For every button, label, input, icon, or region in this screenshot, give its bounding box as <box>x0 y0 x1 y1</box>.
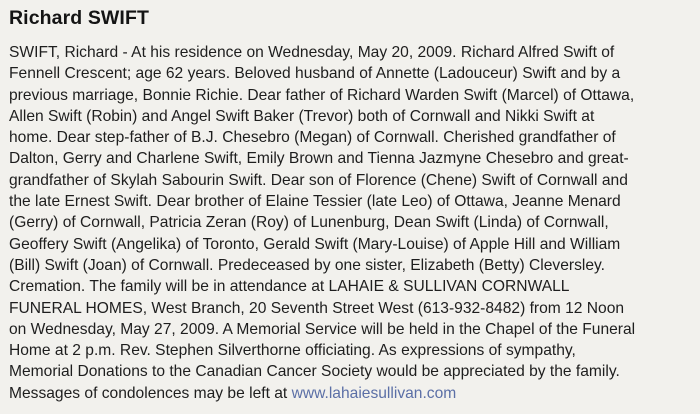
body-line: on Wednesday, May 27, 2009. A Memorial Service will be held in the Chapel of the Funeral <box>9 320 636 338</box>
condolences-text: Messages of condolences may be left at <box>9 384 292 402</box>
obituary-body <box>9 42 686 404</box>
body-line: Fennell Crescent; age 62 years. Beloved husband of Annette (Ladouceur) Swift and by a <box>9 65 621 83</box>
body-line: (Gerry) of Cornwall, Patricia Zeran (Roy) of Lunenburg, Dean Swift (Linda) of Cornwall, <box>9 214 609 232</box>
body-line: (Bill) Swift (Joan) of Cornwall. Predeceased by one sister, Elizabeth (Betty) Cleversley. <box>9 256 605 274</box>
body-line-last <box>9 383 686 404</box>
body-line: FUNERAL HOMES, West Branch, 20 Seventh Street West (613-932-8482) from 12 Noon <box>9 299 625 317</box>
body-line: Home at 2 p.m. Rev. Stephen Silverthorne officiating. As expressions of sympathy, <box>9 342 576 360</box>
obituary-headline: Richard SWIFT <box>9 7 149 29</box>
body-line: home. Dear step-father of B.J. Chesebro (Megan) of Cornwall. Cherished grandfather of <box>9 129 616 147</box>
funeral-home-website-link[interactable]: www.lahaiesullivan.com <box>291 384 457 402</box>
body-line: the late Ernest Swift. Dear brother of Elaine Tessier (late Leo) of Ottawa, Jeanne Menard <box>9 193 621 211</box>
body-line: SWIFT, Richard - At his residence on Wednesday, May 20, 2009. Richard Alfred Swift of <box>9 44 615 61</box>
body-line: Geoffery Swift (Angelika) of Toronto, Gerald Swift (Mary-Louise) of Apple Hill and William <box>9 235 621 253</box>
body-line: Allen Swift (Robin) and Angel Swift Baker (Trevor) both of Cornwall and Nikki Swift at <box>9 107 595 125</box>
body-line: Dalton, Gerry and Charlene Swift, Emily Brown and Tienna Jazmyne Chesebro and great- <box>9 150 629 168</box>
body-line: Memorial Donations to the Canadian Cancer Society would be appreciated by the family. <box>9 363 620 381</box>
body-line: Cremation. The family will be in attendance at LAHAIE & SULLIVAN CORNWALL <box>9 278 570 296</box>
body-line: grandfather of Skylah Sabourin Swift. Dear son of Florence (Chene) Swift of Cornwall and <box>9 171 628 189</box>
body-line: previous marriage, Bonnie Richie. Dear father of Richard Warden Swift (Marcel) of Ottawa, <box>9 86 635 104</box>
